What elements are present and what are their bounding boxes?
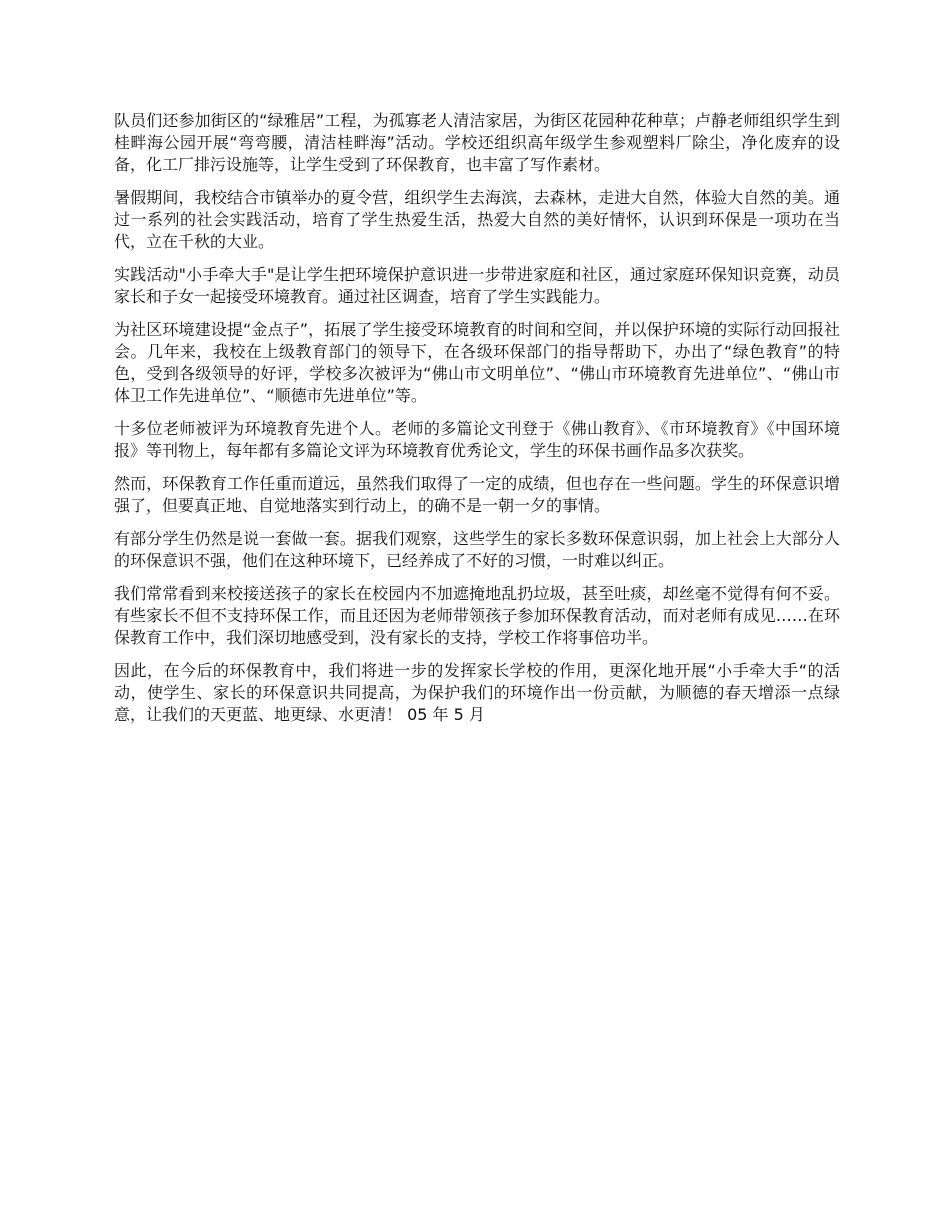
document-body <box>114 110 840 737</box>
paragraph-7: 有部分学生仍然是说一套做一套。据我们观察，这些学生的家长多数环保意识弱，加上社会上大部分人的环保意识不强，他们在这种环境下，已经养成了不好的习惯，一时难以纠正。 <box>114 529 840 570</box>
paragraph-2: 暑假期间，我校结合市镇举办的夏令营，组织学生去海滨，去森林，走进大自然，体验大自然的美。通过一系列的社会实践活动，培育了学生热爱生活，热爱大自然的美好情怀，认识到环保是一项功在当代，立在千秋的大业。 <box>114 188 840 251</box>
paragraph-9: 因此，在今后的环保教育中，我们将进一步的发挥家长学校的作用，更深化地开展“小手牵大手“的活动，使学生、家长的环保意识共同提高，为保护我们的环境作出一份贡献，为顺德的春天增添一点绿意，让我们的天更蓝、地更绿、水更清！ 05 年 5 月 <box>114 661 840 724</box>
paragraph-5: 十多位老师被评为环境教育先进个人。老师的多篇论文刊登于《佛山教育》、《市环境教育》《中国环境报》等刊物上，每年都有多篇论文评为环境教育优秀论文，学生的环保书画作品多次获奖。 <box>114 419 840 460</box>
paragraph-3: 实践活动"小手牵大手"是让学生把环境保护意识进一步带进家庭和社区，通过家庭环保知识竞赛，动员家长和子女一起接受环境教育。通过社区调查，培育了学生实践能力。 <box>114 265 840 306</box>
paragraph-6: 然而，环保教育工作任重而道远，虽然我们取得了一定的成绩，但也存在一些问题。学生的环保意识增强了，但要真正地、自觉地落实到行动上，的确不是一朝一夕的事情。 <box>114 474 840 515</box>
paragraph-8: 我们常常看到来校接送孩子的家长在校园内不加遮掩地乱扔垃圾，甚至吐痰，却丝毫不觉得有何不妥。有些家长不但不支持环保工作，而且还因为老师带领孩子参加环保教育活动，而对老师有成见……在环保教育工作中，我们深切地感受到，没有家长的支持，学校工作将事倍功半。 <box>114 584 840 647</box>
paragraph-4: 为社区环境建设提“金点子”，拓展了学生接受环境教育的时间和空间，并以保护环境的实际行动回报社会。几年来，我校在上级教育部门的领导下，在各级环保部门的指导帮助下，办出了“绿色教育”的特色，受到各级领导的好评，学校多次被评为“佛山市文明单位”、“佛山市环境教育先进单位”、“佛山市体卫工作先进单位”、“顺德市先进单位”等。 <box>114 320 840 405</box>
paragraph-1: 队员们还参加街区的“绿雅居”工程，为孤寡老人清洁家居，为街区花园种花种草；卢静老师组织学生到桂畔海公园开展“弯弯腰，清洁桂畔海”活动。学校还组织高年级学生参观塑料厂除尘，净化废弃的设备，化工厂排污设施等，让学生受到了环保教育，也丰富了写作素材。 <box>114 111 840 174</box>
